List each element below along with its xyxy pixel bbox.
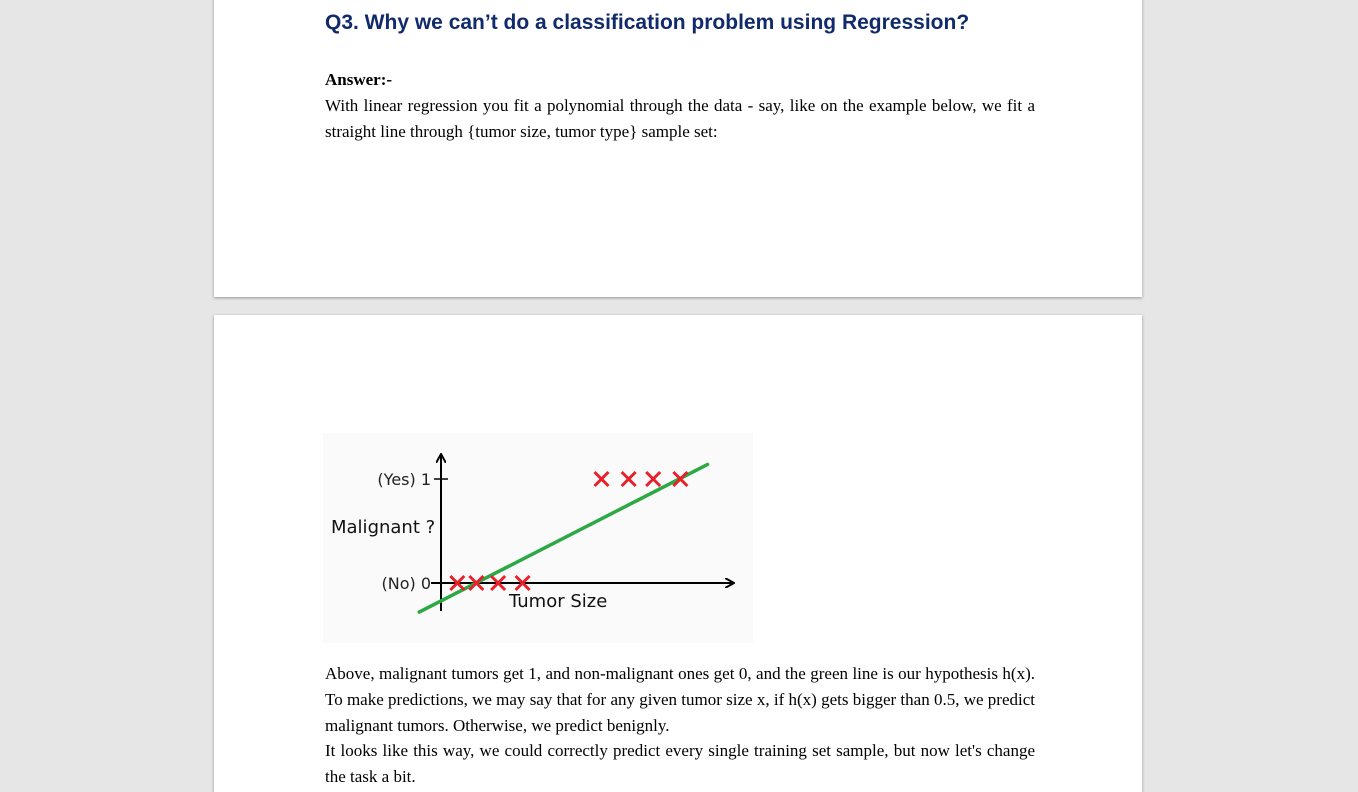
followup-paragraph: It looks like this way, we could correctly predict every single training set sample, but now let's change the task a bit. [325,741,1035,786]
page-2 [214,315,1142,792]
answer-label: Answer:- [325,70,393,89]
x-axis-label: Tumor Size [509,591,608,612]
y-tick-label-0: (No) 0 [381,574,431,593]
y-tick-label-1: (Yes) 1 [377,470,431,489]
tumor-regression-figure [323,433,753,643]
y-axis-label: Malignant ? [331,517,436,538]
answer-paragraph: With linear regression you fit a polynomial through the data - say, like on the example below, we fit a straight line through {tumor size, tumor type} sample set: [325,96,1035,141]
regression-chart [323,433,753,643]
question-heading: Q3. Why we can’t do a classification problem using Regression? [325,11,970,34]
explanation-paragraph: Above, malignant tumors get 1, and non-malignant ones get 0, and the green line is our hypothesis h(x). To make predictions, we may say that for any given tumor size x, if h(x) gets bigger than 0.5, we predict malignant tumors. Otherwise, we predict benignly. [325,664,1035,735]
page-1 [214,0,1142,297]
